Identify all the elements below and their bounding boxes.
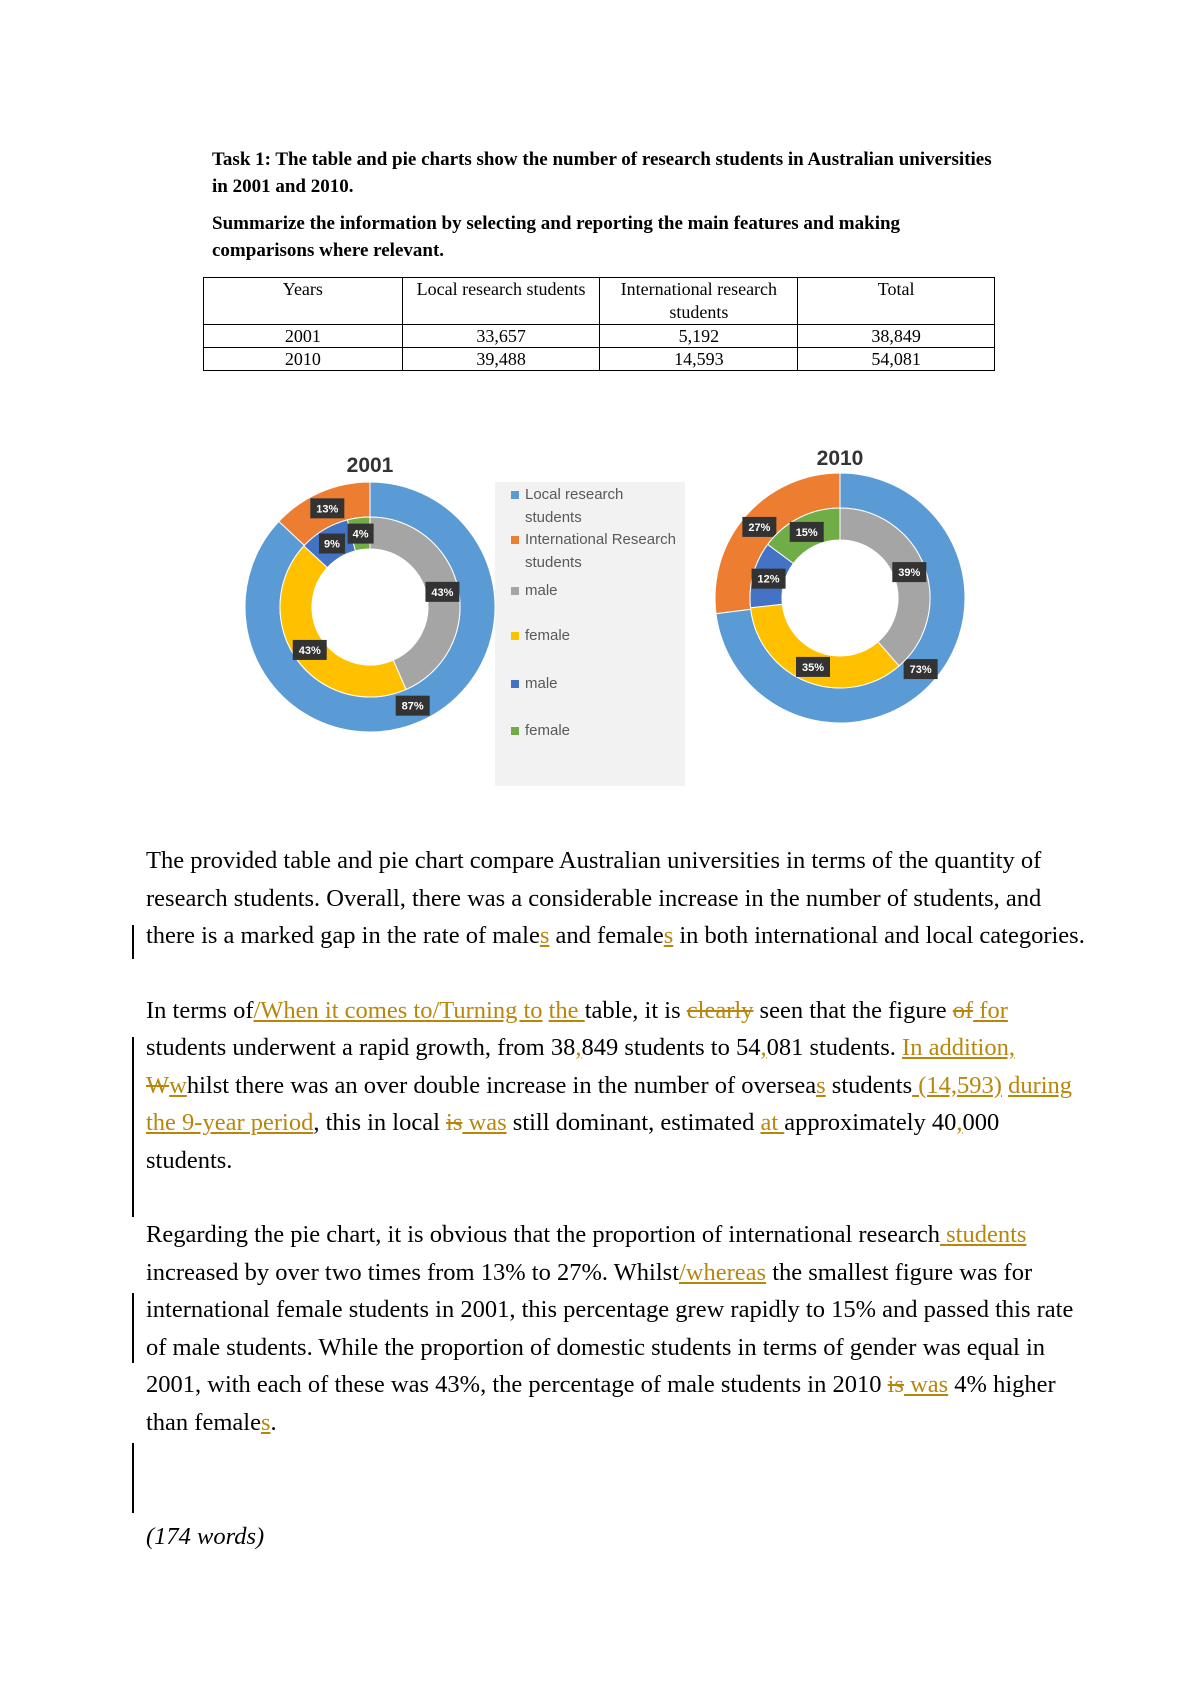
essay-paragraph-1: The provided table and pie chart compare Australian universities in terms of the quantity of research students. Overall, there was a considerable increase in the number of students, and there is a marked gap in the rate of males and females in both international and local categories. [146,847,1085,949]
table-row [204,348,995,371]
table-cell: 39,488 [402,348,600,371]
donut-2001-data-label: 87% [401,700,424,713]
donut-2001-data-label: 4% [352,528,369,541]
table-cell: 14,593 [600,348,798,371]
essay-paragraph-3: Regarding the pie chart, it is obvious that the proportion of international research students increased by over two times from 13% to 27%. Whilst/whereas the smallest figure was for international female students in 2001, this percentage grew rapidly to 15% and passed this rate of male students. While the proportion of domestic students in terms of gender was equal in 2001, with each of these was 43%, the percentage of male students in 2010 is was 4% higher than females. [146,1221,1074,1436]
donut-2010-data-label: 27% [748,521,771,534]
legend-label: Local research students [525,486,624,526]
table-header: International research students [600,278,798,325]
donut-2010-data-label: 15% [795,526,818,539]
revision-bar [132,1037,134,1217]
donut-2001-data-label: 9% [324,538,340,551]
table-header: Total [798,278,995,325]
legend-swatch [511,680,519,688]
donut-2001 [245,482,495,732]
donut-2010-data-label: 73% [909,664,932,677]
table-cell: 33,657 [402,325,600,348]
legend-label: female [525,627,571,644]
donut-2001-data-label: 43% [431,586,454,599]
legend-swatch [511,632,519,640]
students-table [203,277,995,371]
table-cell: 2001 [204,325,403,348]
revision-bar [132,925,134,959]
revision-bar [132,1293,134,1363]
legend-label: male [525,582,558,599]
donut-charts [230,430,970,790]
donut-2010-data-label: 12% [757,573,780,586]
donut-2001-data-label: 13% [316,503,339,516]
donut-2001-data-label: 43% [298,644,321,657]
task-instruction: Summarize the information by selecting and reporting the main features and making comparisons where relevant. [212,213,901,261]
legend-label: International Research students [525,531,676,571]
legend-background [495,482,685,786]
revision-bar [132,1443,134,1513]
legend-swatch [511,536,519,544]
task-prompt [212,146,992,264]
table-header: Local research students [402,278,600,325]
essay [146,842,1086,1478]
donut-2010-data-label: 39% [898,567,921,580]
table-row [204,325,995,348]
essay-paragraph-2: In terms of/When it comes to/Turning to the table, it is clearly seen that the figure of for students underwent a rapid growth, from 38,849 students to 54,081 students. In addition, Wwhilst there was an over double increase in the number of overseas students (14,593) during the 9-year period, this in local is was still dominant, estimated at approximately 40,000 students. [146,996,1073,1174]
table-cell: 38,849 [798,325,995,348]
legend-swatch [511,727,519,735]
legend-label: female [525,722,571,739]
chart-title-2001: 2001 [346,454,394,477]
legend-swatch [511,587,519,595]
task-title: Task 1: The table and pie charts show the number of research students in Australian universities in 2001 and 2010. [212,149,992,197]
legend-label: male [525,675,558,692]
donut-2010-data-label: 35% [802,661,825,674]
chart-title-2010: 2010 [816,447,864,470]
table-header: Years [204,278,403,325]
table-cell: 5,192 [600,325,798,348]
word-count: (174 words) [146,1523,265,1550]
table-header-row [204,278,995,325]
table-cell: 54,081 [798,348,995,371]
legend-swatch [511,491,519,499]
table-cell: 2010 [204,348,403,371]
donut-2010 [715,473,965,723]
